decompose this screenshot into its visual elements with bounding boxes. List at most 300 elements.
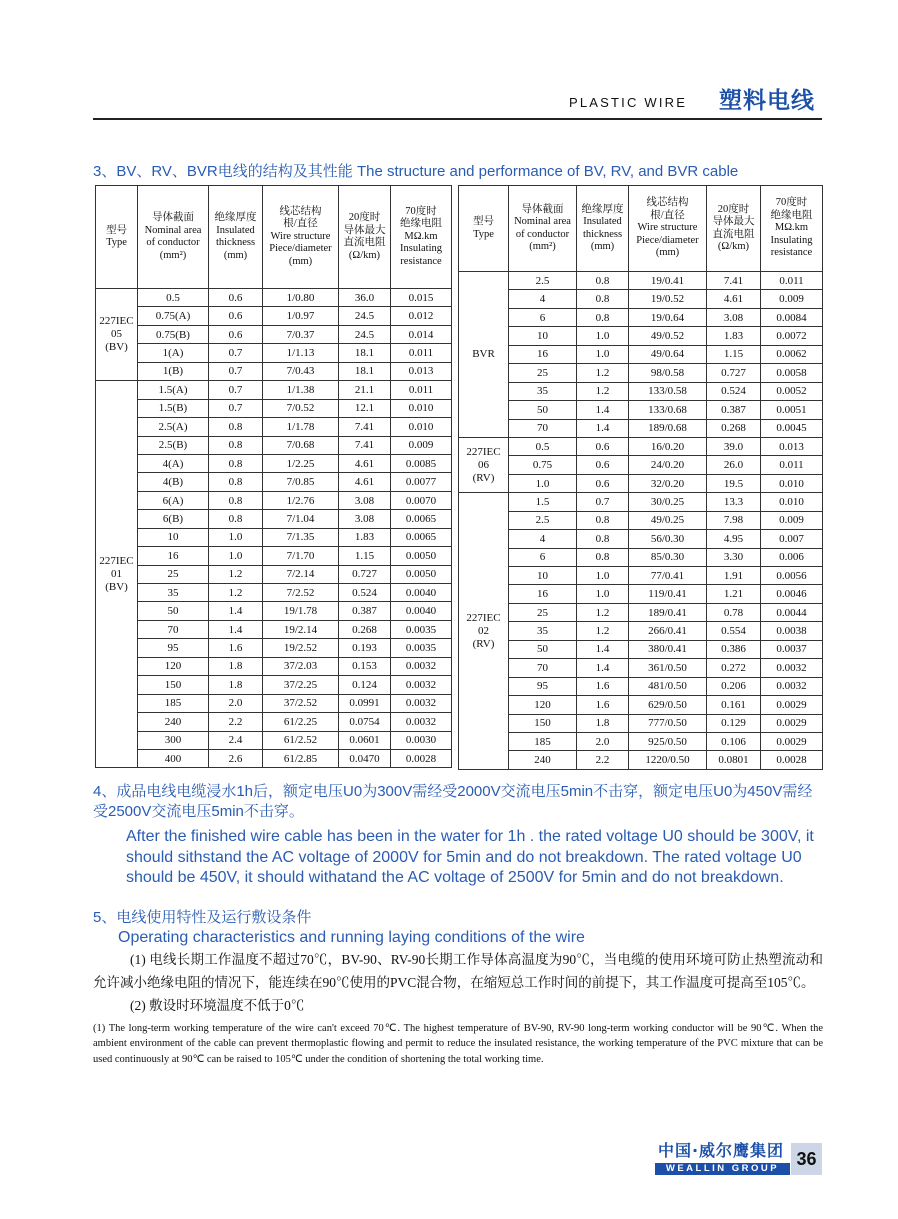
cell-insulation-resistance-70c: 0.0040: [391, 602, 452, 620]
cell-insulation-resistance-70c: 0.0065: [391, 510, 452, 528]
cell-nominal-area: 0.5: [138, 289, 209, 307]
cell-insulation-resistance-70c: 0.0050: [391, 547, 452, 565]
table-header: [96, 186, 452, 289]
cell-dc-resistance-20c: 0.206: [707, 677, 761, 695]
table-row: [459, 290, 823, 308]
cell-dc-resistance-20c: 0.0991: [339, 694, 391, 712]
type-label-line: 227IEC: [466, 611, 501, 624]
cell-dc-resistance-20c: 1.21: [707, 585, 761, 603]
cell-wire-structure: 629/0.50: [629, 696, 707, 714]
cell-wire-structure: 1/1.13: [263, 344, 339, 362]
type-label-line: 01: [111, 567, 122, 580]
cell-nominal-area: 1(B): [138, 362, 209, 380]
table-row: [96, 510, 452, 528]
table-row: [96, 731, 452, 749]
cell-dc-resistance-20c: 0.268: [339, 620, 391, 638]
cell-nominal-area: 70: [138, 620, 209, 638]
cell-dc-resistance-20c: 3.08: [339, 510, 391, 528]
table-row: [96, 344, 452, 362]
section-3-title: [93, 162, 738, 182]
column-header-line: 型号: [106, 224, 127, 236]
cell-nominal-area: 240: [138, 713, 209, 731]
cell-insulation-resistance-70c: 0.0032: [391, 713, 452, 731]
cell-insulation-resistance-70c: 0.0065: [391, 528, 452, 546]
column-header-line: 导体截面: [521, 203, 564, 215]
cell-insulation-thickness: 0.8: [577, 308, 629, 326]
table-row: [459, 567, 823, 585]
cell-insulation-thickness: 1.8: [209, 676, 263, 694]
column-header-line: 导体最大: [712, 216, 755, 227]
cell-wire-structure: 119/0.41: [629, 585, 707, 603]
cell-insulation-thickness: 0.8: [577, 290, 629, 308]
column-header-line: MΩ.km: [404, 230, 438, 242]
cell-wire-structure: 7/0.68: [263, 436, 339, 454]
cell-dc-resistance-20c: 1.83: [339, 528, 391, 546]
cell-insulation-resistance-70c: 0.0046: [761, 585, 823, 603]
cell-nominal-area: 25: [138, 565, 209, 583]
table-row: [96, 620, 452, 638]
column-header-line: 直流电阻: [343, 237, 386, 248]
section-4-text-cn: 4、成品电线电缆浸水1h后，额定电压U0为300V需经受2000V交流电压5min不击穿，额定电压U0为450V需经受2500V交流电压5min不击穿。: [93, 783, 813, 820]
cell-insulation-thickness: 1.8: [209, 657, 263, 675]
cell-nominal-area: 35: [138, 584, 209, 602]
cell-insulation-thickness: 1.0: [209, 547, 263, 565]
cell-insulation-resistance-70c: 0.0056: [761, 567, 823, 585]
cell-nominal-area: 35: [509, 622, 577, 640]
table-row: [459, 677, 823, 695]
cell-nominal-area: 4: [509, 290, 577, 308]
type-label-line: BVR: [472, 347, 495, 360]
cell-wire-structure: 481/0.50: [629, 677, 707, 695]
table-row: [96, 418, 452, 436]
cell-nominal-area: 1(A): [138, 344, 209, 362]
cell-insulation-resistance-70c: 0.006: [761, 548, 823, 566]
table-row: [96, 639, 452, 657]
cell-dc-resistance-20c: 4.61: [707, 290, 761, 308]
cell-insulation-resistance-70c: 0.0058: [761, 364, 823, 382]
type-label-line: 06: [478, 458, 489, 471]
cell-dc-resistance-20c: 0.272: [707, 659, 761, 677]
cell-insulation-thickness: 1.2: [577, 622, 629, 640]
cell-wire-structure: 61/2.85: [263, 749, 339, 767]
cell-nominal-area: 300: [138, 731, 209, 749]
cell-wire-structure: 61/2.52: [263, 731, 339, 749]
cell-dc-resistance-20c: 0.386: [707, 640, 761, 658]
column-header-line: resistance: [400, 255, 442, 267]
cell-insulation-thickness: 0.8: [209, 510, 263, 528]
cell-dc-resistance-20c: 19.5: [707, 474, 761, 492]
cell-nominal-area: 2.5(B): [138, 436, 209, 454]
section-3-title-cn: 3、BV、RV、BVR电线的结构及其性能: [93, 163, 353, 180]
cell-insulation-resistance-70c: 0.0040: [391, 584, 452, 602]
cell-wire-structure: 19/0.41: [629, 272, 707, 290]
cell-dc-resistance-20c: 7.41: [707, 272, 761, 290]
cell-insulation-resistance-70c: 0.0050: [391, 565, 452, 583]
cell-nominal-area: 10: [138, 528, 209, 546]
cell-dc-resistance-20c: 0.0754: [339, 713, 391, 731]
cell-nominal-area: 50: [509, 401, 577, 419]
cell-wire-structure: 7/1.04: [263, 510, 339, 528]
cell-insulation-thickness: 1.4: [209, 620, 263, 638]
cell-dc-resistance-20c: 7.41: [339, 418, 391, 436]
cell-wire-structure: 266/0.41: [629, 622, 707, 640]
column-header-line: Type: [473, 228, 494, 240]
cell-wire-structure: 19/0.64: [629, 308, 707, 326]
cell-insulation-thickness: 0.8: [577, 272, 629, 290]
cell-dc-resistance-20c: 3.08: [339, 491, 391, 509]
cell-wire-structure: 98/0.58: [629, 364, 707, 382]
type-label-line: 05: [111, 328, 122, 341]
table-row: [459, 511, 823, 529]
cell-dc-resistance-20c: 3.08: [707, 308, 761, 326]
type-label-line: 02: [478, 624, 489, 637]
cell-insulation-thickness: 0.6: [209, 325, 263, 343]
table-row: [96, 436, 452, 454]
cell-nominal-area: 10: [509, 567, 577, 585]
cell-insulation-resistance-70c: 0.011: [761, 456, 823, 474]
column-header-line: Nominal area: [514, 216, 571, 227]
cell-insulation-thickness: 1.4: [577, 401, 629, 419]
column-header-line: 70度时: [775, 197, 808, 209]
cell-insulation-thickness: 0.7: [209, 362, 263, 380]
column-header-line: of conductor: [146, 237, 200, 248]
type-label-line: 227IEC: [466, 445, 501, 458]
cell-insulation-thickness: 2.2: [209, 713, 263, 731]
cell-nominal-area: 50: [509, 640, 577, 658]
category-title-en: PLASTIC WIRE: [569, 95, 688, 110]
cell-insulation-thickness: 1.2: [577, 364, 629, 382]
cell-dc-resistance-20c: 0.727: [339, 565, 391, 583]
cell-insulation-resistance-70c: 0.013: [761, 437, 823, 455]
column-header-line: 线芯结构: [279, 205, 322, 217]
cell-insulation-resistance-70c: 0.0045: [761, 419, 823, 437]
cell-wire-structure: 7/0.37: [263, 325, 339, 343]
cell-dc-resistance-20c: 0.268: [707, 419, 761, 437]
column-header-line: 型号: [473, 216, 494, 227]
column-header-line: 导体截面: [152, 212, 194, 223]
cell-insulation-resistance-70c: 0.0029: [761, 696, 823, 714]
cell-dc-resistance-20c: 12.1: [339, 399, 391, 417]
column-header-insulation-thickness: [577, 186, 629, 272]
table-row: [96, 289, 452, 307]
cell-insulation-thickness: 0.6: [577, 437, 629, 455]
column-header-line: 根/直径: [650, 209, 685, 221]
cell-insulation-thickness: 1.4: [577, 419, 629, 437]
cell-wire-structure: 777/0.50: [629, 714, 707, 732]
table-row: [459, 308, 823, 326]
column-header-type: [96, 186, 138, 289]
cell-nominal-area: 16: [509, 345, 577, 363]
cell-insulation-thickness: 2.2: [577, 751, 629, 769]
cell-nominal-area: 0.5: [509, 437, 577, 455]
column-header-line: (mm): [655, 247, 680, 259]
cell-dc-resistance-20c: 21.1: [339, 381, 391, 399]
cell-dc-resistance-20c: 0.387: [707, 401, 761, 419]
cell-insulation-resistance-70c: 0.0032: [391, 676, 452, 694]
column-header-line: (mm²): [159, 249, 187, 261]
table-row: [459, 640, 823, 658]
cell-wire-structure: 7/1.35: [263, 528, 339, 546]
column-header-line: Type: [106, 237, 127, 248]
cell-dc-resistance-20c: 18.1: [339, 344, 391, 362]
cell-wire-structure: 133/0.58: [629, 382, 707, 400]
cell-dc-resistance-20c: 0.0801: [707, 751, 761, 769]
table-row: [96, 454, 452, 472]
cell-nominal-area: 2.5: [509, 511, 577, 529]
cell-wire-structure: 133/0.68: [629, 401, 707, 419]
table-row: [459, 382, 823, 400]
cell-wire-structure: 7/0.43: [263, 362, 339, 380]
cell-insulation-thickness: 0.6: [209, 289, 263, 307]
cell-wire-structure: 19/0.52: [629, 290, 707, 308]
section-4-text-en: After the finished wire cable has been in the water for 1h . the rated voltage U0 should be 300V, it should sithstand the AC voltage of 2000V for 5min and do not breakdown. The rated voltage U0 should be 450V, it should withatand the AC voltage of 2500V for 5min and do not breakdown.: [126, 828, 814, 886]
column-header-dc-resistance-20c: [707, 186, 761, 272]
cell-wire-structure: 925/0.50: [629, 732, 707, 750]
column-header-line: 绝缘厚度: [214, 212, 257, 223]
column-header-line: Nominal area: [144, 224, 202, 236]
cell-insulation-resistance-70c: 0.0032: [761, 677, 823, 695]
cell-nominal-area: 16: [509, 585, 577, 603]
column-header-line: of conductor: [515, 228, 570, 240]
cell-wire-structure: 49/0.25: [629, 511, 707, 529]
cell-wire-structure: 380/0.41: [629, 640, 707, 658]
cell-wire-structure: 7/2.14: [263, 565, 339, 583]
column-header-line: (mm²): [529, 241, 556, 252]
cell-nominal-area: 1.0: [509, 474, 577, 492]
column-header-line: (mm): [223, 249, 248, 261]
cell-wire-structure: 7/0.52: [263, 399, 339, 417]
cell-insulation-thickness: 0.7: [209, 344, 263, 362]
cell-insulation-thickness: 1.6: [577, 696, 629, 714]
table-row: [96, 528, 452, 546]
cell-insulation-resistance-70c: 0.014: [391, 325, 452, 343]
column-header-line: Wire structure: [270, 230, 331, 242]
cell-nominal-area: 10: [509, 327, 577, 345]
type-label-line: (BV): [105, 341, 128, 354]
cell-insulation-resistance-70c: 0.013: [391, 362, 452, 380]
cell-insulation-resistance-70c: 0.015: [391, 289, 452, 307]
column-header-line: 绝缘电阻: [400, 218, 442, 230]
cell-dc-resistance-20c: 13.3: [707, 493, 761, 511]
column-header-wire-structure: [629, 186, 707, 272]
cell-dc-resistance-20c: 24.5: [339, 325, 391, 343]
column-header-insulation-resistance-70c: [761, 186, 823, 272]
cell-insulation-thickness: 0.8: [209, 473, 263, 491]
cell-nominal-area: 1.5(A): [138, 381, 209, 399]
cell-insulation-resistance-70c: 0.0028: [391, 749, 452, 767]
cell-insulation-resistance-70c: 0.010: [391, 399, 452, 417]
table-row: [459, 364, 823, 382]
cell-insulation-thickness: 1.4: [577, 640, 629, 658]
column-header-type: [459, 186, 509, 272]
table-row: [459, 696, 823, 714]
column-header-line: 根/直径: [283, 218, 318, 230]
cell-nominal-area: 185: [509, 732, 577, 750]
column-header-line: 导体最大: [343, 224, 386, 236]
cell-insulation-thickness: 0.8: [209, 436, 263, 454]
column-header-line: Insulating: [770, 234, 813, 246]
table-row: [96, 602, 452, 620]
cell-dc-resistance-20c: 0.524: [339, 584, 391, 602]
cell-insulation-thickness: 0.7: [209, 381, 263, 399]
cell-nominal-area: 6: [509, 548, 577, 566]
section-5-title-cn: 5、电线使用特性及运行敷设条件: [93, 908, 312, 926]
cell-insulation-thickness: 0.8: [577, 530, 629, 548]
column-header-insulation-resistance-70c: [391, 186, 452, 289]
cell-wire-structure: 7/2.52: [263, 584, 339, 602]
cell-insulation-resistance-70c: 0.0035: [391, 620, 452, 638]
cell-insulation-resistance-70c: 0.0085: [391, 454, 452, 472]
cell-insulation-thickness: 2.0: [577, 732, 629, 750]
cell-insulation-thickness: 1.6: [577, 677, 629, 695]
column-header-line: Insulated: [583, 216, 622, 227]
cell-insulation-resistance-70c: 0.009: [761, 290, 823, 308]
cell-wire-structure: 1/0.80: [263, 289, 339, 307]
table-row: [96, 362, 452, 380]
cell-insulation-resistance-70c: 0.0044: [761, 603, 823, 621]
cell-insulation-thickness: 0.6: [577, 456, 629, 474]
column-header-line: Insulating: [400, 243, 442, 255]
cell-nominal-area: 4(A): [138, 454, 209, 472]
type-label-line: (BV): [105, 580, 128, 593]
cell-dc-resistance-20c: 0.153: [339, 657, 391, 675]
column-header-insulation-thickness: [209, 186, 263, 289]
cell-nominal-area: 70: [509, 659, 577, 677]
column-header-line: 绝缘电阻: [770, 209, 813, 221]
column-header-line: MΩ.km: [774, 222, 809, 234]
cell-insulation-resistance-70c: 0.007: [761, 530, 823, 548]
cell-nominal-area: 0.75(A): [138, 307, 209, 325]
company-logo-cn: 中国·威尔鹰集团: [657, 1141, 785, 1160]
table-row: [459, 272, 823, 290]
cell-nominal-area: 4(B): [138, 473, 209, 491]
cell-wire-structure: 77/0.41: [629, 567, 707, 585]
cell-insulation-thickness: 1.8: [577, 714, 629, 732]
type-label-line: 227IEC: [99, 554, 134, 567]
cell-nominal-area: 6: [509, 308, 577, 326]
cell-insulation-resistance-70c: 0.010: [761, 493, 823, 511]
cell-dc-resistance-20c: 1.15: [339, 547, 391, 565]
table-row: [459, 345, 823, 363]
cell-insulation-resistance-70c: 0.0032: [391, 657, 452, 675]
cell-nominal-area: 120: [138, 657, 209, 675]
cell-type: [96, 289, 138, 381]
cell-insulation-thickness: 1.4: [577, 659, 629, 677]
table-body: [96, 289, 452, 768]
table-row: [459, 530, 823, 548]
column-header-line: 70度时: [405, 205, 437, 217]
cell-insulation-resistance-70c: 0.011: [391, 381, 452, 399]
table-row: [459, 714, 823, 732]
cell-nominal-area: 0.75(B): [138, 325, 209, 343]
cell-insulation-resistance-70c: 0.0028: [761, 751, 823, 769]
cell-wire-structure: 49/0.52: [629, 327, 707, 345]
cell-dc-resistance-20c: 0.727: [707, 364, 761, 382]
column-header-line: (Ω/km): [348, 249, 381, 261]
cell-insulation-thickness: 1.2: [577, 382, 629, 400]
cell-dc-resistance-20c: 0.193: [339, 639, 391, 657]
column-header-nominal-area: [138, 186, 209, 289]
page-number: 36: [791, 1143, 822, 1175]
cell-insulation-resistance-70c: 0.0035: [391, 639, 452, 657]
cell-insulation-thickness: 2.0: [209, 694, 263, 712]
header-divider: [93, 118, 822, 120]
cell-nominal-area: 50: [138, 602, 209, 620]
cell-nominal-area: 240: [509, 751, 577, 769]
column-header-line: resistance: [770, 247, 813, 259]
cell-nominal-area: 0.75: [509, 456, 577, 474]
section-3-title-en: The structure and performance of BV, RV, and BVR cable: [356, 163, 739, 180]
column-header-line: 绝缘厚度: [581, 203, 624, 215]
table-row: [459, 585, 823, 603]
table-row: [96, 749, 452, 767]
table-row: [459, 751, 823, 769]
cell-wire-structure: 7/1.70: [263, 547, 339, 565]
cell-wire-structure: 189/0.41: [629, 603, 707, 621]
cell-nominal-area: 35: [509, 382, 577, 400]
cell-wire-structure: 37/2.25: [263, 676, 339, 694]
column-header-wire-structure: [263, 186, 339, 289]
cell-insulation-thickness: 0.8: [209, 418, 263, 436]
cell-wire-structure: 19/2.14: [263, 620, 339, 638]
cell-nominal-area: 16: [138, 547, 209, 565]
table-header: [459, 186, 823, 272]
cell-nominal-area: 95: [509, 677, 577, 695]
column-header-line: (mm): [288, 255, 313, 267]
cell-insulation-resistance-70c: 0.010: [391, 418, 452, 436]
cell-wire-structure: 1/2.25: [263, 454, 339, 472]
cell-insulation-resistance-70c: 0.0032: [761, 659, 823, 677]
cell-insulation-resistance-70c: 0.0037: [761, 640, 823, 658]
company-logo-en: WEALLIN GROUP: [655, 1163, 790, 1175]
cell-dc-resistance-20c: 0.554: [707, 622, 761, 640]
cell-wire-structure: 1/2.76: [263, 491, 339, 509]
cell-wire-structure: 19/1.78: [263, 602, 339, 620]
cell-wire-structure: 56/0.30: [629, 530, 707, 548]
table-row: [96, 381, 452, 399]
column-header-line: 20度时: [348, 212, 381, 223]
cell-insulation-resistance-70c: 0.0062: [761, 345, 823, 363]
cell-wire-structure: 189/0.68: [629, 419, 707, 437]
cell-insulation-resistance-70c: 0.009: [391, 436, 452, 454]
table-row: [96, 565, 452, 583]
column-header-line: Piece/diameter: [269, 243, 332, 255]
spec-table-bvr-rv: [458, 185, 823, 770]
cell-insulation-thickness: 1.2: [577, 603, 629, 621]
cell-dc-resistance-20c: 0.0470: [339, 749, 391, 767]
cell-insulation-thickness: 0.7: [209, 399, 263, 417]
cell-insulation-resistance-70c: 0.0030: [391, 731, 452, 749]
cell-wire-structure: 361/0.50: [629, 659, 707, 677]
cell-insulation-thickness: 2.6: [209, 749, 263, 767]
cell-insulation-resistance-70c: 0.0070: [391, 491, 452, 509]
type-label-line: 227IEC: [99, 315, 134, 328]
cell-insulation-resistance-70c: 0.0029: [761, 714, 823, 732]
cell-wire-structure: 1/0.97: [263, 307, 339, 325]
cell-insulation-thickness: 2.4: [209, 731, 263, 749]
cell-nominal-area: 1.5(B): [138, 399, 209, 417]
column-header-line: Insulated: [216, 224, 255, 236]
cell-insulation-resistance-70c: 0.0029: [761, 732, 823, 750]
section-5-item-1-en: (1) The long-term working temperature of the wire can't exceed 70℃. The highest temperature of BV-90, RV-90 long-term working conductor will be 90℃. When the ambient environment of the cable can prevent thermoplastic flowing and permit to reduce the insulated resistance, the working temperature of the PVC mixture that can be used continuously at 90℃ can be raised to 105℃ under the condition of shortening the total working time.: [93, 1022, 823, 1065]
header-row: [459, 186, 823, 272]
cell-dc-resistance-20c: 0.387: [339, 602, 391, 620]
cell-wire-structure: 37/2.03: [263, 657, 339, 675]
table-row: [459, 327, 823, 345]
cell-nominal-area: 25: [509, 603, 577, 621]
cell-wire-structure: 1/1.78: [263, 418, 339, 436]
cell-dc-resistance-20c: 0.524: [707, 382, 761, 400]
